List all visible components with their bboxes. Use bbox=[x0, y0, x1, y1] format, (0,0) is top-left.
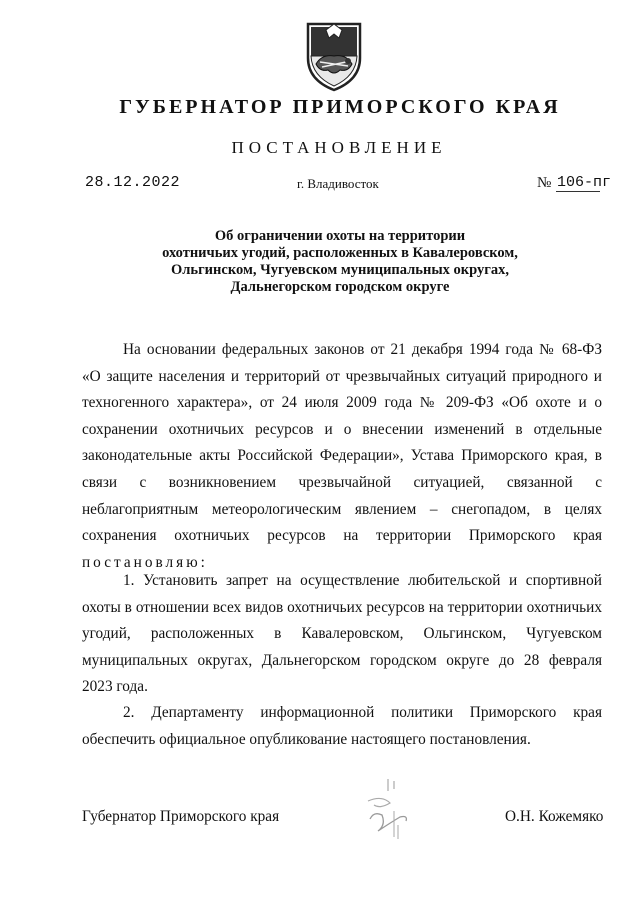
paragraph-line: муниципальных округах, Дальнегорском городском округе до 28 февраля bbox=[82, 651, 602, 669]
signatory-name: О.Н. Кожемяко bbox=[505, 808, 604, 825]
clause-1 bbox=[82, 568, 602, 701]
paragraph-line: 1. Установить запрет на осуществление любительской и спортивной bbox=[123, 572, 602, 589]
document-title bbox=[110, 228, 570, 296]
document-type: ПОСТАНОВЛЕНИЕ bbox=[231, 138, 447, 157]
organization-name: ГУБЕРНАТОР ПРИМОРСКОГО КРАЯ bbox=[119, 96, 561, 118]
paragraph-line: охоты в отношении всех видов охотничьих ресурсов на территории охотничьих bbox=[82, 598, 602, 616]
signatory-position: Губернатор Приморского края bbox=[82, 808, 280, 825]
clause-2 bbox=[82, 700, 602, 753]
paragraph-line: На основании федеральных законов от 21 декабря 1994 года № 68-ФЗ bbox=[123, 341, 602, 358]
document-date: 28.12.2022 bbox=[85, 174, 181, 191]
paragraph-line: законодательные акты Российской Федерации», Устава Приморского края, в bbox=[82, 447, 602, 465]
number-underline bbox=[556, 191, 600, 192]
paragraph-line: обеспечить официальное опубликование настоящего постановления. bbox=[82, 730, 531, 748]
paragraph-line: сохранении охотничьих ресурсов и о внесении изменений в отдельные bbox=[82, 420, 602, 438]
coat-of-arms-icon bbox=[302, 20, 366, 92]
title-line: Дальнегорском городском округе bbox=[230, 279, 450, 295]
title-line: охотничьих угодий, расположенных в Кавалеровском, bbox=[162, 245, 518, 261]
paragraph-line: угодий, расположенных в Кавалеровском, Ольгинском, Чугуевском bbox=[82, 625, 602, 643]
preamble-paragraph bbox=[82, 337, 602, 576]
decree-word: постановляю: bbox=[82, 553, 208, 571]
document-number: 106-пг bbox=[557, 174, 612, 191]
paragraph-line: техногенного характера», от 24 июля 2009 года № 209-ФЗ «Об охоте и о bbox=[82, 394, 602, 412]
paragraph-line: связи с возникновением чрезвычайной ситуацией, связанной с bbox=[82, 473, 602, 491]
paragraph-line: неблагоприятным метеорологическим явлением – снегопадом, в целях bbox=[82, 500, 602, 518]
paragraph-line: «О защите населения и территорий от чрезвычайных ситуаций природного и bbox=[82, 367, 602, 385]
title-line: Об ограничении охоты на территории bbox=[214, 228, 466, 244]
document-city: г. Владивосток bbox=[297, 176, 379, 191]
paragraph-line: 2. Департаменту информационной политики Приморского края bbox=[123, 704, 602, 721]
handwritten-signature bbox=[360, 775, 420, 845]
document-number-label: № bbox=[537, 175, 552, 191]
paragraph-line: 2023 года. bbox=[82, 678, 148, 696]
title-line: Ольгинском, Чугуевском муниципальных округах, bbox=[171, 262, 509, 278]
paragraph-line: сохранения охотничьих ресурсов на территории Приморского края bbox=[82, 527, 602, 545]
